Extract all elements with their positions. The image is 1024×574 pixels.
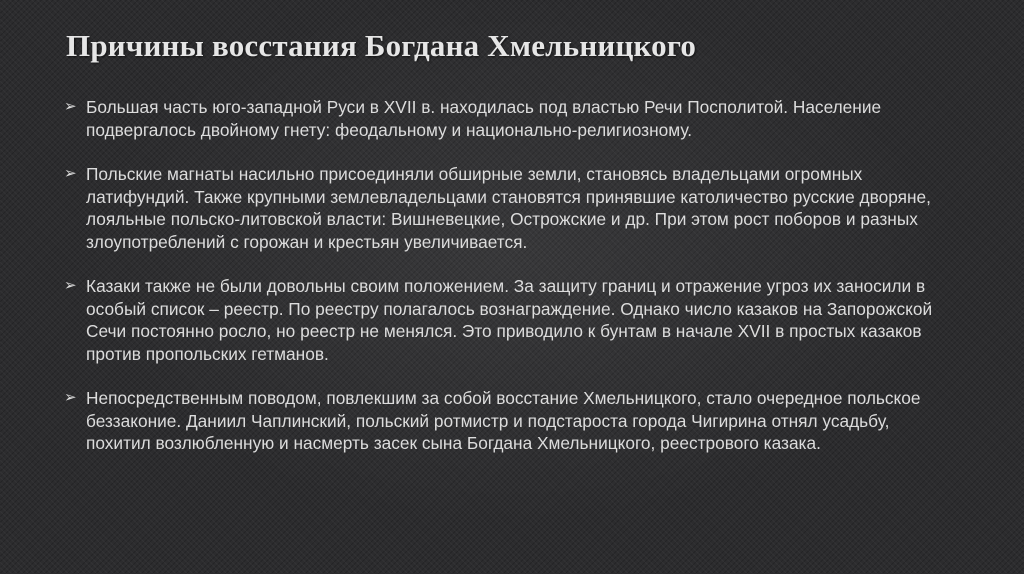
bullet-text: Непосредственным поводом, повлекшим за собой восстание Хмельницкого, стало очередное польское беззаконие. Даниил Чаплинский, польский ротмистр и подстароста города Чигирина отнял усадьбу, похитил возлюбленную и насмерть засек сына Богдана Хмельницкого, реестрового казака. [86,388,921,453]
arrow-right-icon: ➢ [64,277,77,294]
arrow-right-icon: ➢ [64,98,77,115]
bullet-item [64,163,944,253]
arrow-right-icon: ➢ [64,389,77,406]
bullet-item [64,275,944,365]
bullet-list [64,96,944,477]
slide-title: Причины восстания Богдана Хмельницкого [66,28,697,63]
bullet-text: Казаки также не были довольны своим положением. За защиту границ и отражение угроз их заносили в особый список – реестр. По реестру полагалось вознаграждение. Однако число казаков на Запорожской Сечи постоянно росло, но реестр не менялся. Это приводило к бунтам в начале XVII в простых казаков против пропольских гетманов. [86,276,933,364]
bullet-item [64,96,944,141]
arrow-right-icon: ➢ [64,165,77,182]
bullet-text: Большая часть юго-западной Руси в XVII в. находилась под властью Речи Посполитой. Население подвергалось двойному гнету: феодальному и национально-религиозному. [86,97,882,140]
bullet-item [64,387,944,455]
bullet-text: Польские магнаты насильно присоединяли обширные земли, становясь владельцами огромных латифундий. Также крупными землевладельцами становятся принявшие католичество русские дворяне, лояльные польско-литовской власти: Вишневецкие, Острожские и др. При этом рост поборов и разных злоупотреблений с горожан и крестьян увеличивается. [86,164,931,252]
